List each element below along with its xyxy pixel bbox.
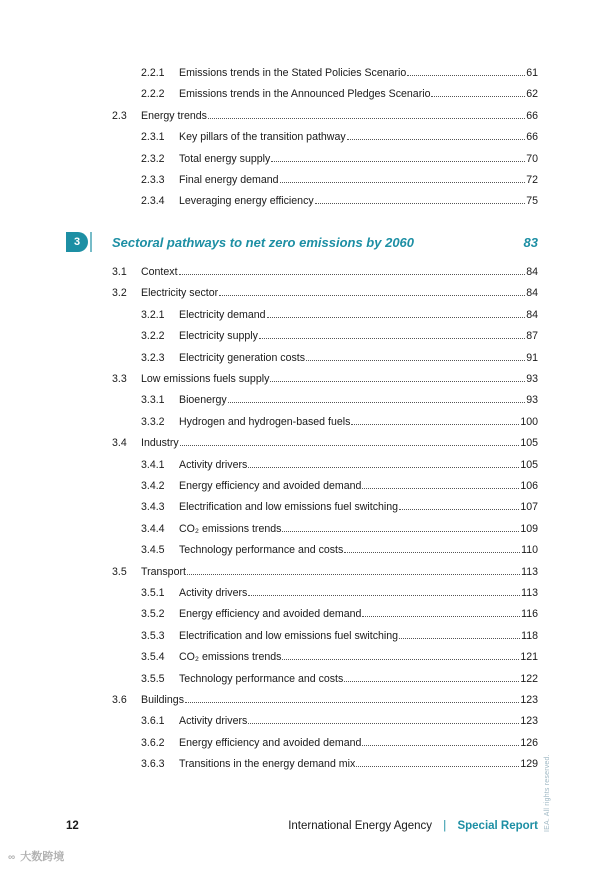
toc-entry[interactable] [141,87,538,101]
chapter-heading[interactable] [112,233,538,251]
toc-entry[interactable] [141,714,538,728]
dot-leader [219,286,525,296]
toc-entry-number: 3.4 [112,437,127,450]
dot-leader [362,479,519,489]
toc-entry[interactable] [112,265,538,279]
toc-entry-number: 2.3.2 [141,152,165,165]
toc-entry[interactable] [141,329,538,343]
toc-entry-number: 3.5.1 [141,587,165,599]
toc-entry[interactable] [141,308,538,322]
toc-entry-title: CO₂ emissions trends [179,651,282,664]
toc-entry-number: 3.2.2 [141,330,165,343]
toc-entry[interactable] [141,543,538,557]
toc-entry-page: 105 [520,458,538,471]
watermark-text: 大数跨境 [20,851,65,863]
toc-entry-number: 2.3 [112,109,127,122]
dot-leader [248,714,519,724]
toc-entry-title: Electricity sector [141,287,219,300]
toc-entry-title: Electricity supply [179,330,258,343]
toc-entry-title: Emissions trends in the Announced Pledges Scenario [179,88,431,101]
toc-entry-title: Energy trends [141,109,207,122]
toc-entry-page: 116 [521,608,538,621]
toc-entry-title: Energy efficiency and avoided demand [179,736,362,749]
dot-leader [362,607,520,617]
toc-entry-title: Energy efficiency and avoided demand [179,480,362,492]
copyright-notice: IEA. All rights reserved. [544,754,551,832]
dot-leader [344,672,519,682]
toc-entry-title: Emissions trends in the Stated Policies Scenario [179,67,407,79]
dot-leader [356,757,519,767]
toc-entry[interactable] [141,194,538,208]
toc-entry[interactable] [141,458,538,472]
toc-entry[interactable] [141,66,538,80]
dot-leader [185,693,519,703]
toc-entry-page: 87 [526,330,538,343]
toc-entry-page: 72 [526,174,538,186]
toc-entry-page: 66 [526,131,538,144]
dot-leader [248,458,519,468]
watermark [8,848,64,864]
toc-entry-title: Industry [141,437,179,450]
toc-entry-number: 3.2 [112,287,127,300]
toc-entry-page: 61 [526,67,538,79]
toc-entry-title: Key pillars of the transition pathway [179,131,346,144]
toc-entry-title: Electrification and low emissions fuel switching [179,501,399,514]
toc-entry-number: 3.2.1 [141,308,165,321]
toc-entry-number: 2.3.1 [141,131,165,144]
toc-entry-page: 107 [520,501,538,514]
toc-entry-number: 3.4.3 [141,501,165,514]
toc-entry-number: 3.4.4 [141,522,165,535]
dot-leader [407,66,525,76]
toc-entry-page: 121 [520,651,538,664]
toc-entry-page: 113 [521,565,538,578]
toc-entry[interactable] [141,586,538,600]
toc-entry-number: 2.3.3 [141,174,165,186]
toc-entry-title: Transport [141,565,186,578]
toc-entry-page: 123 [520,715,538,728]
toc-entry-number: 3.6.2 [141,736,165,749]
toc-entry-page: 93 [526,394,538,407]
toc-entry-page: 105 [520,437,538,450]
dot-leader [315,194,526,204]
page-footer [0,818,604,834]
toc-entry-title: Buildings [141,694,184,706]
toc-entry[interactable] [141,757,538,771]
page-number: 12 [66,820,79,832]
toc-entry[interactable] [141,479,538,493]
chapter-page: 83 [523,234,538,250]
toc-entry-page: 113 [521,587,538,599]
agency-name: International Energy Agency [288,820,433,832]
toc-entry-number: 3.2.3 [141,351,165,364]
toc-entry-title: Leveraging energy efficiency [179,195,314,208]
infinity-icon: ∞ [8,852,16,863]
toc-entry-title: Transitions in the energy demand mix [179,758,356,771]
toc-entry-number: 3.3 [112,373,127,385]
toc-entry-title: Total energy supply [179,152,271,165]
toc-entry[interactable] [141,393,538,407]
toc-entry-title: Context [141,266,178,278]
toc-entry-number: 3.6.1 [141,715,165,728]
dot-leader [306,351,525,361]
toc-entry-page: 122 [520,672,538,685]
toc-entry-number: 3.6.3 [141,758,165,771]
toc-entry-page: 84 [526,266,538,278]
dot-leader [399,629,520,639]
toc-entry-title: Electricity generation costs [179,351,306,364]
toc-entry-title: Bioenergy [179,394,227,407]
toc-entry-number: 3.4.1 [141,458,165,471]
dot-leader [431,87,525,97]
toc-entry-number: 3.5 [112,565,127,578]
toc-entry-title: Technology performance and costs [179,544,344,557]
dot-leader [280,173,526,183]
toc-entry-page: 84 [526,308,538,321]
toc-entry-number: 3.5.3 [141,629,165,642]
dot-leader [267,308,526,318]
toc-entry-page: 110 [521,544,538,557]
dot-leader [271,152,525,162]
toc-entry-number: 3.4.2 [141,480,165,492]
toc-entry[interactable] [141,152,538,166]
toc-entry-number: 3.1 [112,266,127,278]
toc-entry-number: 3.6 [112,694,127,706]
toc-entry-page: 91 [526,351,538,364]
toc-entry-page: 62 [526,88,538,101]
toc-entry-number: 3.5.2 [141,608,165,621]
toc-entry[interactable] [141,130,538,144]
toc-entry-title: Energy efficiency and avoided demand [179,608,362,621]
dot-leader [180,436,520,446]
toc-entry-number: 2.2.2 [141,88,165,101]
toc-entry-page: 129 [520,758,538,771]
toc-entry-title: CO₂ emissions trends [179,522,282,535]
toc-entry[interactable] [112,286,538,300]
dot-leader [187,565,520,575]
dot-leader [282,522,519,532]
toc-entry[interactable] [112,436,538,450]
toc-entry-number: 3.5.4 [141,651,165,664]
toc-entry-number: 3.5.5 [141,672,165,685]
dot-leader [228,393,526,403]
toc-entry[interactable] [141,672,538,686]
dot-leader [248,586,520,596]
report-type: Special Report [457,820,538,832]
toc-entry[interactable] [141,351,538,365]
toc-entry[interactable] [112,565,538,579]
chapter-title: Sectoral pathways to net zero emissions by 2060 [112,234,415,250]
dot-leader [347,130,526,140]
footer-separator: | [443,820,447,832]
toc-entry-title: Technology performance and costs [179,672,344,685]
toc-entry[interactable] [141,500,538,514]
dot-leader [362,736,519,746]
dot-leader [399,500,519,510]
toc-entry-page: 109 [520,522,538,535]
dot-leader [179,265,526,275]
toc-entry-page: 106 [520,480,538,492]
toc-entry-number: 3.3.1 [141,394,165,407]
toc-entry[interactable] [141,736,538,750]
toc-entry-number: 3.3.2 [141,415,165,428]
toc-entry[interactable] [112,693,538,707]
toc-entry-number: 2.2.1 [141,67,165,79]
toc-entry[interactable] [112,372,538,386]
toc-entry-number: 3.4.5 [141,544,165,557]
toc-entry-title: Activity drivers [179,715,248,728]
toc-entry[interactable] [141,650,538,664]
toc-entry-page: 84 [526,287,538,300]
toc-entry[interactable] [141,607,538,621]
dot-leader [351,415,519,425]
toc-entry[interactable] [141,415,538,429]
toc-entry[interactable] [141,522,538,536]
toc-entry[interactable] [112,109,538,123]
dot-leader [208,109,525,119]
footer-publisher [288,818,538,834]
dot-leader [344,543,520,553]
toc-entry[interactable] [141,629,538,643]
toc-entry-title: Hydrogen and hydrogen-based fuels [179,415,351,428]
toc-entry-number: 2.3.4 [141,195,165,208]
toc-entry-page: 70 [526,152,538,165]
toc-entry-page: 75 [526,195,538,208]
chapter-number-badge: 3 [66,232,88,252]
toc-entry-title: Final energy demand [179,174,279,186]
toc-entry-page: 100 [520,415,538,428]
dot-leader [259,329,525,339]
toc-entry-title: Electricity demand [179,308,266,321]
toc-entry-page: 126 [520,736,538,749]
toc-entry-page: 66 [526,109,538,122]
toc-entry-title: Low emissions fuels supply [141,373,270,385]
toc-entry-title: Activity drivers [179,587,248,599]
toc-entry[interactable] [141,173,538,187]
toc-entry-page: 93 [526,373,538,385]
dot-leader [282,650,519,660]
toc-entry-title: Electrification and low emissions fuel switching [179,629,399,642]
toc-entry-title: Activity drivers [179,458,248,471]
toc-entry-page: 118 [521,629,538,642]
dot-leader [270,372,525,382]
toc-entry-page: 123 [520,694,538,706]
